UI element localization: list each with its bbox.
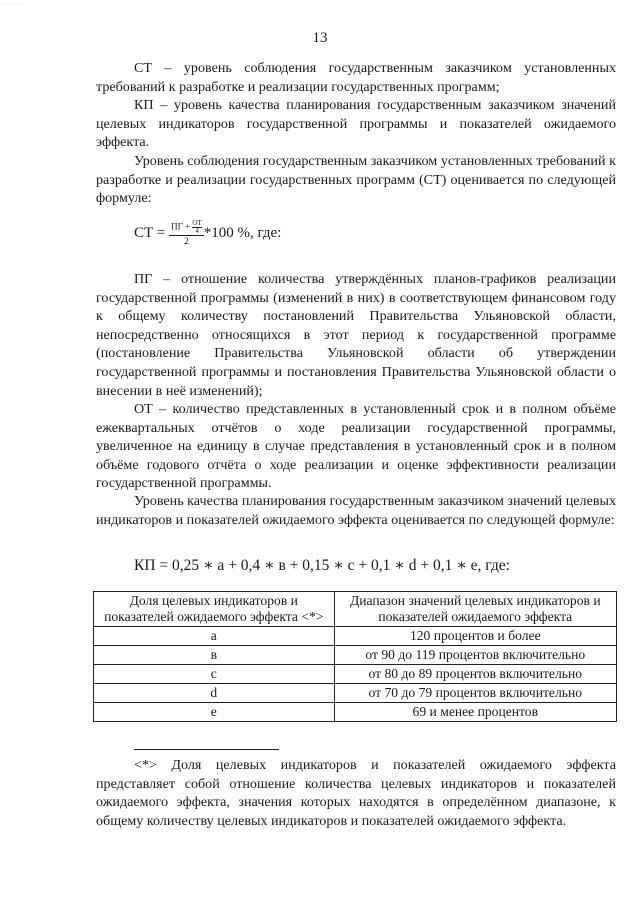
table-cell-range: 69 и менее процентов [334, 703, 616, 722]
formula-kp: КП = 0,25 ∗ a + 0,4 ∗ в + 0,15 ∗ c + 0,1 ∗ d + 0,1 ∗ e, где: [134, 557, 510, 574]
table-header-row [94, 592, 617, 627]
table-row [94, 646, 617, 665]
formula-ct [134, 220, 281, 247]
paragraph-kp-intro: Уровень качества планирования государственным заказчиком значений целевых индикаторов и показателей ожидаемого эффекта оценивается по следующей формуле: [96, 493, 616, 528]
footnote-text: <*> Доля целевых индикаторов и показателей ожидаемого эффекта представляет собой отношение количества целевых индикаторов и показателей ожидаемого эффекта, значения которых находятся в определённом диапазоне, к общему количеству целевых индикаторов и показателей ожидаемого эффекта. [96, 757, 616, 829]
formula-ct-sub-denominator: 4 [195, 227, 199, 235]
table-cell-letter: a [94, 627, 335, 646]
footnote-divider [134, 749, 279, 750]
table-cell-range: от 80 до 89 процентов включительно [334, 665, 616, 684]
formula-ct-subfraction [192, 220, 201, 235]
formula-ct-numerator [169, 220, 204, 236]
formula-ct-num-text: ПГ + [171, 221, 191, 232]
table-row [94, 665, 617, 684]
formula-ct-sub-numerator: ОТ [192, 219, 202, 227]
page-number: 13 [312, 30, 328, 46]
paragraph-ct-intro: Уровень соблюдения государственным заказчиком установленных требований к разработке и реализации государственных программ (СТ) оценивается по следующей формуле: [96, 153, 616, 207]
table-cell-letter: в [94, 646, 335, 665]
table-row [94, 703, 617, 722]
table-cell-range: от 70 до 79 процентов включительно [334, 684, 616, 703]
formula-ct-fraction [169, 220, 204, 247]
paragraph-pg-definition: ПГ – отношение количества утверждённых планов-графиков реализации государственной программы (изменений в них) в соответствующем финансовом году к общему количеству постановлений Правительства Ульяновской области, непосредственно относящихся в этот период к государственной программе (постановление Правительства Ульяновской области об утверждении государственной программы и постановления Правительства Ульяновской области о внесении в неё изменений); [96, 271, 616, 399]
paragraph-ct-definition: СТ – уровень соблюдения государственным заказчиком установленных требований к разработке и реализации государственных программ; [96, 60, 616, 95]
table-row [94, 627, 617, 646]
paragraph-ot-definition: ОТ – количество представленных в установленный срок и в полном объёме ежеквартальных отчётов о ходе реализации государственной программы, увеличенное на единицу в случае представления в установленный срок и в полном объёме годового отчёта о ходе реализации и оценке эффективности реализации государственной программы. [96, 401, 616, 492]
paragraph-kp-definition: КП – уровень качества планирования государственным заказчиком значений целевых индикаторов государственной программы и показателей ожидаемого эффекта. [96, 97, 616, 151]
formula-ct-denominator: 2 [184, 236, 189, 246]
table-cell-letter: d [94, 684, 335, 703]
table-row [94, 684, 617, 703]
formula-ct-rhs: *100 %, где: [203, 224, 282, 241]
scan-header-mark: · · · · · · [2, 2, 22, 8]
table-header-share: Доля целевых индикаторов и показателей ожидаемого эффекта <*> [94, 592, 335, 627]
table-cell-range: 120 процентов и более [334, 627, 616, 646]
formula-ct-lhs: СТ = [134, 224, 166, 241]
indicator-table [93, 591, 617, 722]
table-header-range: Диапазон значений целевых индикаторов и показателей ожидаемого эффекта [334, 592, 616, 627]
table-cell-range: от 90 до 119 процентов включительно [334, 646, 616, 665]
table-cell-letter: c [94, 665, 335, 684]
table-cell-letter: e [94, 703, 335, 722]
